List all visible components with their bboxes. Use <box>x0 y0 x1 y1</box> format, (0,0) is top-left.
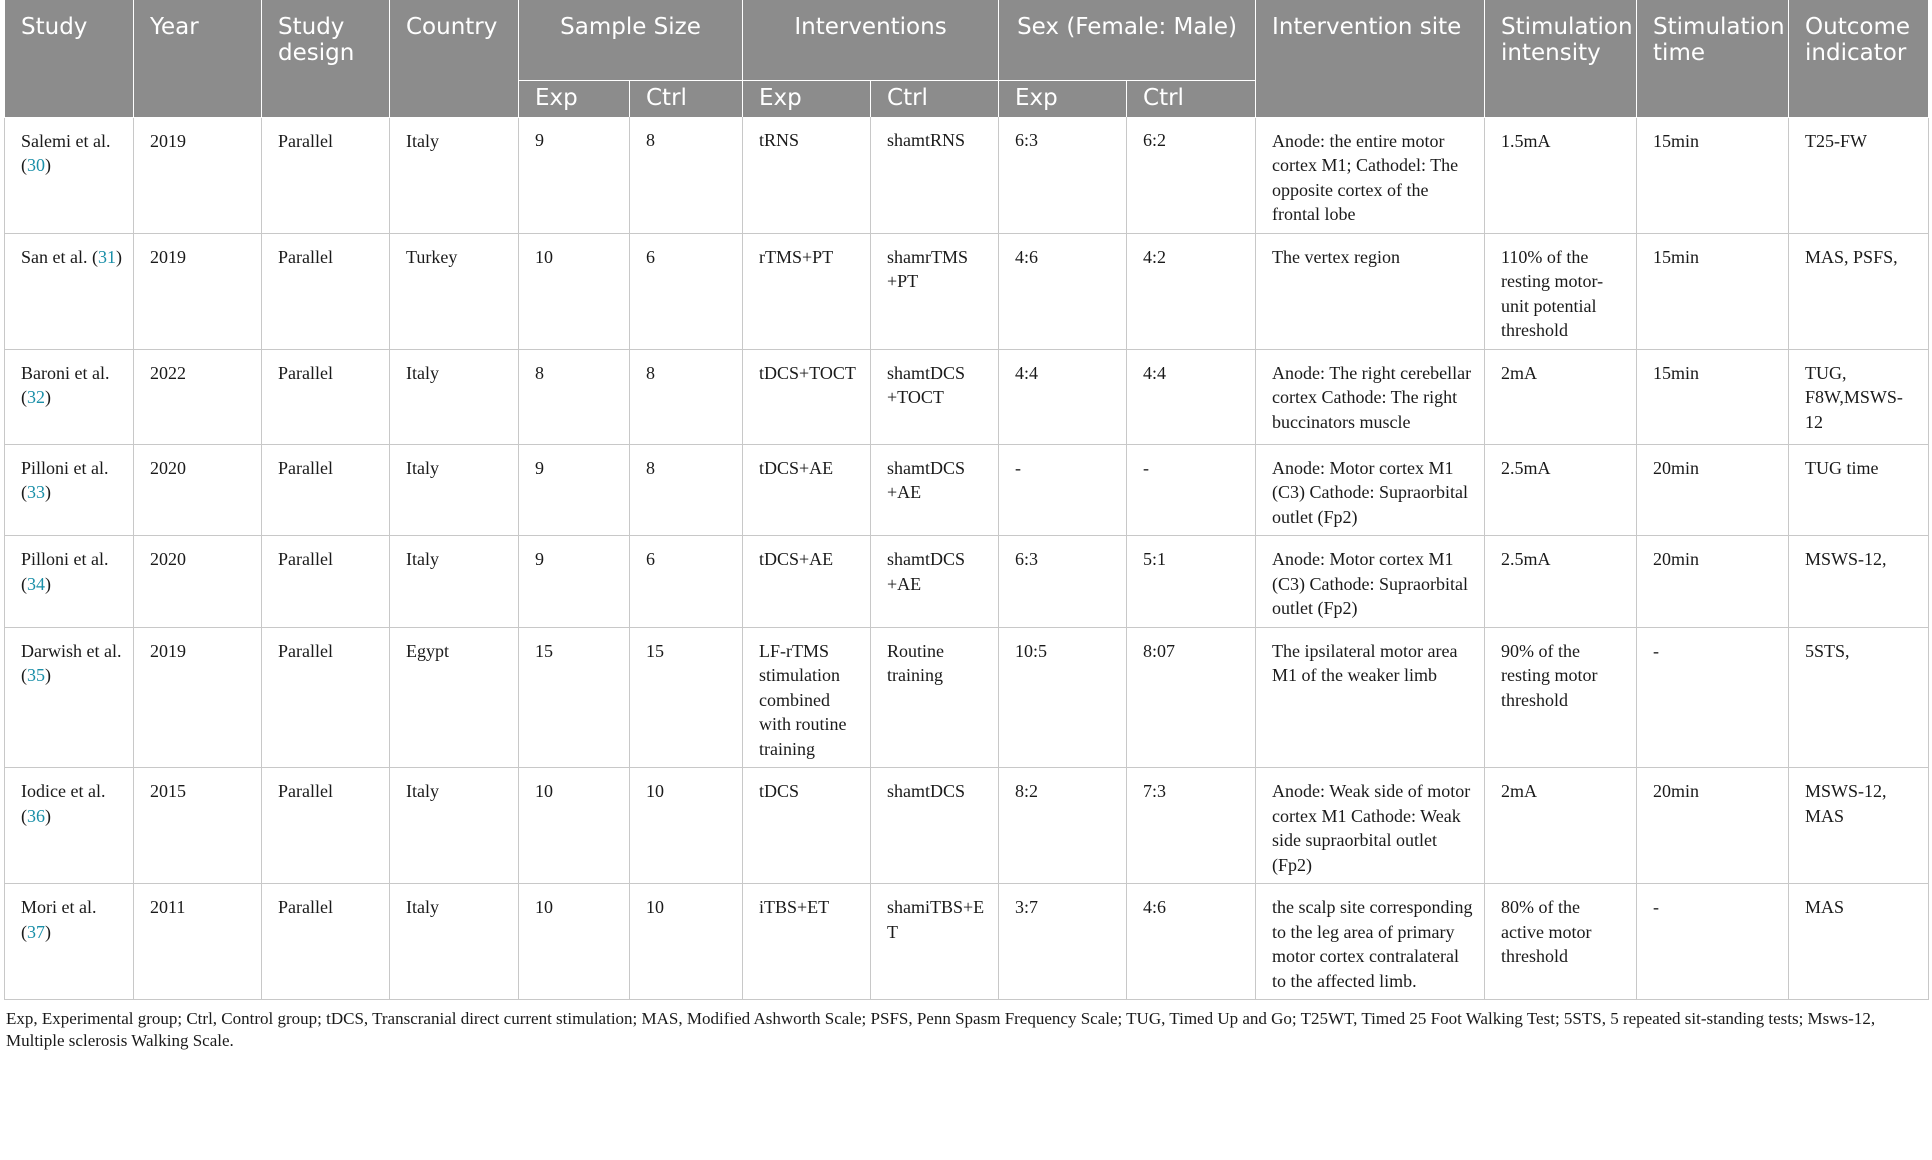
year-cell: 2011 <box>134 884 262 1000</box>
sample-exp-cell: 9 <box>519 117 630 233</box>
study-author: Mori et al. ( <box>21 897 97 942</box>
sex-ctrl-cell: 7:3 <box>1127 768 1256 884</box>
intervention-exp-cell: tDCS+AE <box>743 444 871 536</box>
study-cell <box>5 444 134 536</box>
design-cell: Parallel <box>262 444 390 536</box>
subheader-intervention-exp: Exp <box>743 81 871 118</box>
intervention-exp-cell: iTBS+ET <box>743 884 871 1000</box>
country-cell: Italy <box>390 444 519 536</box>
reference-link[interactable]: 37 <box>27 921 45 942</box>
study-author: Pilloni et al. ( <box>21 457 109 502</box>
sample-ctrl-cell: 8 <box>630 349 743 444</box>
time-cell: 15min <box>1637 349 1789 444</box>
site-cell: Anode: Motor cortex M1 (C3) Cathode: Supraorbital outlet (Fp2) <box>1256 536 1485 628</box>
intensity-cell: 2mA <box>1485 768 1637 884</box>
time-cell: 20min <box>1637 444 1789 536</box>
intensity-cell: 90% of the resting motor threshold <box>1485 627 1637 768</box>
study-cell <box>5 627 134 768</box>
sex-ctrl-cell: 4:2 <box>1127 233 1256 349</box>
sex-exp-cell: 6:3 <box>999 536 1127 628</box>
header-sex: Sex (Female: Male) <box>999 0 1256 81</box>
header-stimulation-intensity: Stimulation intensity <box>1485 0 1637 117</box>
country-cell: Italy <box>390 117 519 233</box>
subheader-sample-ctrl: Ctrl <box>630 81 743 118</box>
header-sample-size: Sample Size <box>519 0 743 81</box>
site-cell: Anode: the entire motor cortex M1; Cathodel: The opposite cortex of the frontal lobe <box>1256 117 1485 233</box>
study-author: Iodice et al. ( <box>21 781 106 826</box>
header-interventions: Interventions <box>743 0 999 81</box>
study-cell <box>5 233 134 349</box>
sample-exp-cell: 9 <box>519 444 630 536</box>
year-cell: 2020 <box>134 536 262 628</box>
sex-exp-cell: - <box>999 444 1127 536</box>
year-cell: 2022 <box>134 349 262 444</box>
outcome-cell: MSWS-12, <box>1789 536 1929 628</box>
time-cell: 20min <box>1637 536 1789 628</box>
reference-link[interactable]: 33 <box>27 482 45 502</box>
table-row <box>5 884 1929 1000</box>
intervention-ctrl-cell: shamiTBS+ET <box>871 884 999 1000</box>
sample-ctrl-cell: 8 <box>630 117 743 233</box>
intervention-ctrl-cell: shamtRNS <box>871 117 999 233</box>
study-author: Salemi et al. ( <box>21 130 111 175</box>
reference-link[interactable]: 36 <box>27 805 45 826</box>
design-cell: Parallel <box>262 117 390 233</box>
sex-ctrl-cell: 6:2 <box>1127 117 1256 233</box>
intervention-exp-cell: tDCS <box>743 768 871 884</box>
country-cell: Italy <box>390 768 519 884</box>
year-cell: 2020 <box>134 444 262 536</box>
study-paren: ) <box>45 805 51 826</box>
time-cell: - <box>1637 627 1789 768</box>
header-country: Country <box>390 0 519 117</box>
sex-exp-cell: 3:7 <box>999 884 1127 1000</box>
study-author: Baroni et al. ( <box>21 362 110 407</box>
study-paren: ) <box>45 573 51 594</box>
table-container <box>4 0 1928 1052</box>
intervention-ctrl-cell: Routine training <box>871 627 999 768</box>
design-cell: Parallel <box>262 536 390 628</box>
study-author: Pilloni et al. ( <box>21 549 109 594</box>
sample-exp-cell: 10 <box>519 233 630 349</box>
study-paren: ) <box>45 482 51 502</box>
study-author: San et al. ( <box>21 246 98 267</box>
sex-ctrl-cell: 4:6 <box>1127 884 1256 1000</box>
study-paren: ) <box>115 246 122 267</box>
year-cell: 2019 <box>134 233 262 349</box>
sex-ctrl-cell: - <box>1127 444 1256 536</box>
table-row <box>5 233 1929 349</box>
sample-exp-cell: 10 <box>519 884 630 1000</box>
outcome-cell: T25-FW <box>1789 117 1929 233</box>
intensity-cell: 1.5mA <box>1485 117 1637 233</box>
design-cell: Parallel <box>262 884 390 1000</box>
header-intervention-site: Intervention site <box>1256 0 1485 117</box>
study-characteristics-table <box>4 0 1929 1000</box>
site-cell: The ipsilateral motor area M1 of the weaker limb <box>1256 627 1485 768</box>
sample-ctrl-cell: 6 <box>630 536 743 628</box>
table-row <box>5 627 1929 768</box>
study-author: Darwish et al. ( <box>21 640 122 685</box>
design-cell: Parallel <box>262 768 390 884</box>
intervention-ctrl-cell: shamtDCS +AE <box>871 444 999 536</box>
sex-exp-cell: 8:2 <box>999 768 1127 884</box>
outcome-cell: MAS <box>1789 884 1929 1000</box>
intervention-exp-cell: LF-rTMS stimulation combined with routine training <box>743 627 871 768</box>
sample-exp-cell: 9 <box>519 536 630 628</box>
sample-ctrl-cell: 15 <box>630 627 743 768</box>
reference-link[interactable]: 31 <box>97 246 116 267</box>
table-row <box>5 444 1929 536</box>
study-paren: ) <box>45 665 51 685</box>
time-cell: 15min <box>1637 117 1789 233</box>
reference-link[interactable]: 34 <box>27 573 45 594</box>
sex-ctrl-cell: 5:1 <box>1127 536 1256 628</box>
study-paren: ) <box>45 921 51 942</box>
intensity-cell: 110% of the resting motor-unit potential threshold <box>1485 233 1637 349</box>
header-outcome-indicator: Outcome indicator <box>1789 0 1929 117</box>
design-cell: Parallel <box>262 627 390 768</box>
outcome-cell: TUG time <box>1789 444 1929 536</box>
sample-ctrl-cell: 6 <box>630 233 743 349</box>
site-cell: Anode: The right cerebellar cortex Cathode: The right buccinators muscle <box>1256 349 1485 444</box>
time-cell: - <box>1637 884 1789 1000</box>
study-cell <box>5 884 134 1000</box>
intervention-exp-cell: tDCS+AE <box>743 536 871 628</box>
intervention-ctrl-cell: shamtDCS +AE <box>871 536 999 628</box>
outcome-cell: 5STS, <box>1789 627 1929 768</box>
subheader-sex-exp: Exp <box>999 81 1127 118</box>
header-study-design: Study design <box>262 0 390 117</box>
intervention-ctrl-cell: shamtDCS +TOCT <box>871 349 999 444</box>
year-cell: 2019 <box>134 627 262 768</box>
country-cell: Egypt <box>390 627 519 768</box>
country-cell: Italy <box>390 536 519 628</box>
subheader-intervention-ctrl: Ctrl <box>871 81 999 118</box>
header-study: Study <box>5 0 134 117</box>
intensity-cell: 80% of the active motor threshold <box>1485 884 1637 1000</box>
table-row <box>5 349 1929 444</box>
table-row <box>5 117 1929 233</box>
study-paren: ) <box>45 155 51 175</box>
subheader-sample-exp: Exp <box>519 81 630 118</box>
time-cell: 15min <box>1637 233 1789 349</box>
time-cell: 20min <box>1637 768 1789 884</box>
site-cell: The vertex region <box>1256 233 1485 349</box>
study-cell <box>5 117 134 233</box>
year-cell: 2015 <box>134 768 262 884</box>
site-cell: the scalp site corresponding to the leg area of primary motor cortex contralateral to the affected limb. <box>1256 884 1485 1000</box>
study-cell <box>5 349 134 444</box>
sex-ctrl-cell: 8:07 <box>1127 627 1256 768</box>
sex-exp-cell: 10:5 <box>999 627 1127 768</box>
country-cell: Italy <box>390 349 519 444</box>
intensity-cell: 2.5mA <box>1485 444 1637 536</box>
header-year: Year <box>134 0 262 117</box>
intervention-exp-cell: tRNS <box>743 117 871 233</box>
sample-ctrl-cell: 8 <box>630 444 743 536</box>
sample-ctrl-cell: 10 <box>630 884 743 1000</box>
intervention-exp-cell: tDCS+TOCT <box>743 349 871 444</box>
intervention-ctrl-cell: shamtDCS <box>871 768 999 884</box>
design-cell: Parallel <box>262 349 390 444</box>
country-cell: Turkey <box>390 233 519 349</box>
study-cell <box>5 536 134 628</box>
intervention-exp-cell: rTMS+PT <box>743 233 871 349</box>
header-stimulation-time: Stimulation time <box>1637 0 1789 117</box>
subheader-sex-ctrl: Ctrl <box>1127 81 1256 118</box>
reference-link[interactable]: 32 <box>27 387 45 407</box>
sex-exp-cell: 4:4 <box>999 349 1127 444</box>
design-cell: Parallel <box>262 233 390 349</box>
sample-exp-cell: 15 <box>519 627 630 768</box>
table-body <box>5 117 1929 1000</box>
sex-exp-cell: 4:6 <box>999 233 1127 349</box>
year-cell: 2019 <box>134 117 262 233</box>
table-row <box>5 536 1929 628</box>
outcome-cell: MAS, PSFS, <box>1789 233 1929 349</box>
country-cell: Italy <box>390 884 519 1000</box>
intervention-ctrl-cell: shamrTMS +PT <box>871 233 999 349</box>
sample-exp-cell: 10 <box>519 768 630 884</box>
outcome-cell: MSWS-12, MAS <box>1789 768 1929 884</box>
sample-ctrl-cell: 10 <box>630 768 743 884</box>
intensity-cell: 2mA <box>1485 349 1637 444</box>
table-row <box>5 768 1929 884</box>
table-footnote: Exp, Experimental group; Ctrl, Control group; tDCS, Transcranial direct current stimulation; MAS, Modified Ashworth Scale; PSFS, Penn Spasm Frequency Scale; TUG, Timed Up and Go; T25WT, Timed 25 Foot Walking Test; 5STS, 5 repeated sit-standing tests; Msws-12, Multiple sclerosis Walking Scale. <box>6 1009 1876 1050</box>
site-cell: Anode: Weak side of motor cortex M1 Cathode: Weak side supraorbital outlet (Fp2) <box>1256 768 1485 884</box>
reference-link[interactable]: 30 <box>27 155 45 175</box>
sample-exp-cell: 8 <box>519 349 630 444</box>
outcome-cell: TUG, F8W,MSWS-12 <box>1789 349 1929 444</box>
study-paren: ) <box>45 387 51 407</box>
reference-link[interactable]: 35 <box>27 665 45 685</box>
sex-ctrl-cell: 4:4 <box>1127 349 1256 444</box>
sex-exp-cell: 6:3 <box>999 117 1127 233</box>
intensity-cell: 2.5mA <box>1485 536 1637 628</box>
study-cell <box>5 768 134 884</box>
site-cell: Anode: Motor cortex M1 (C3) Cathode: Supraorbital outlet (Fp2) <box>1256 444 1485 536</box>
